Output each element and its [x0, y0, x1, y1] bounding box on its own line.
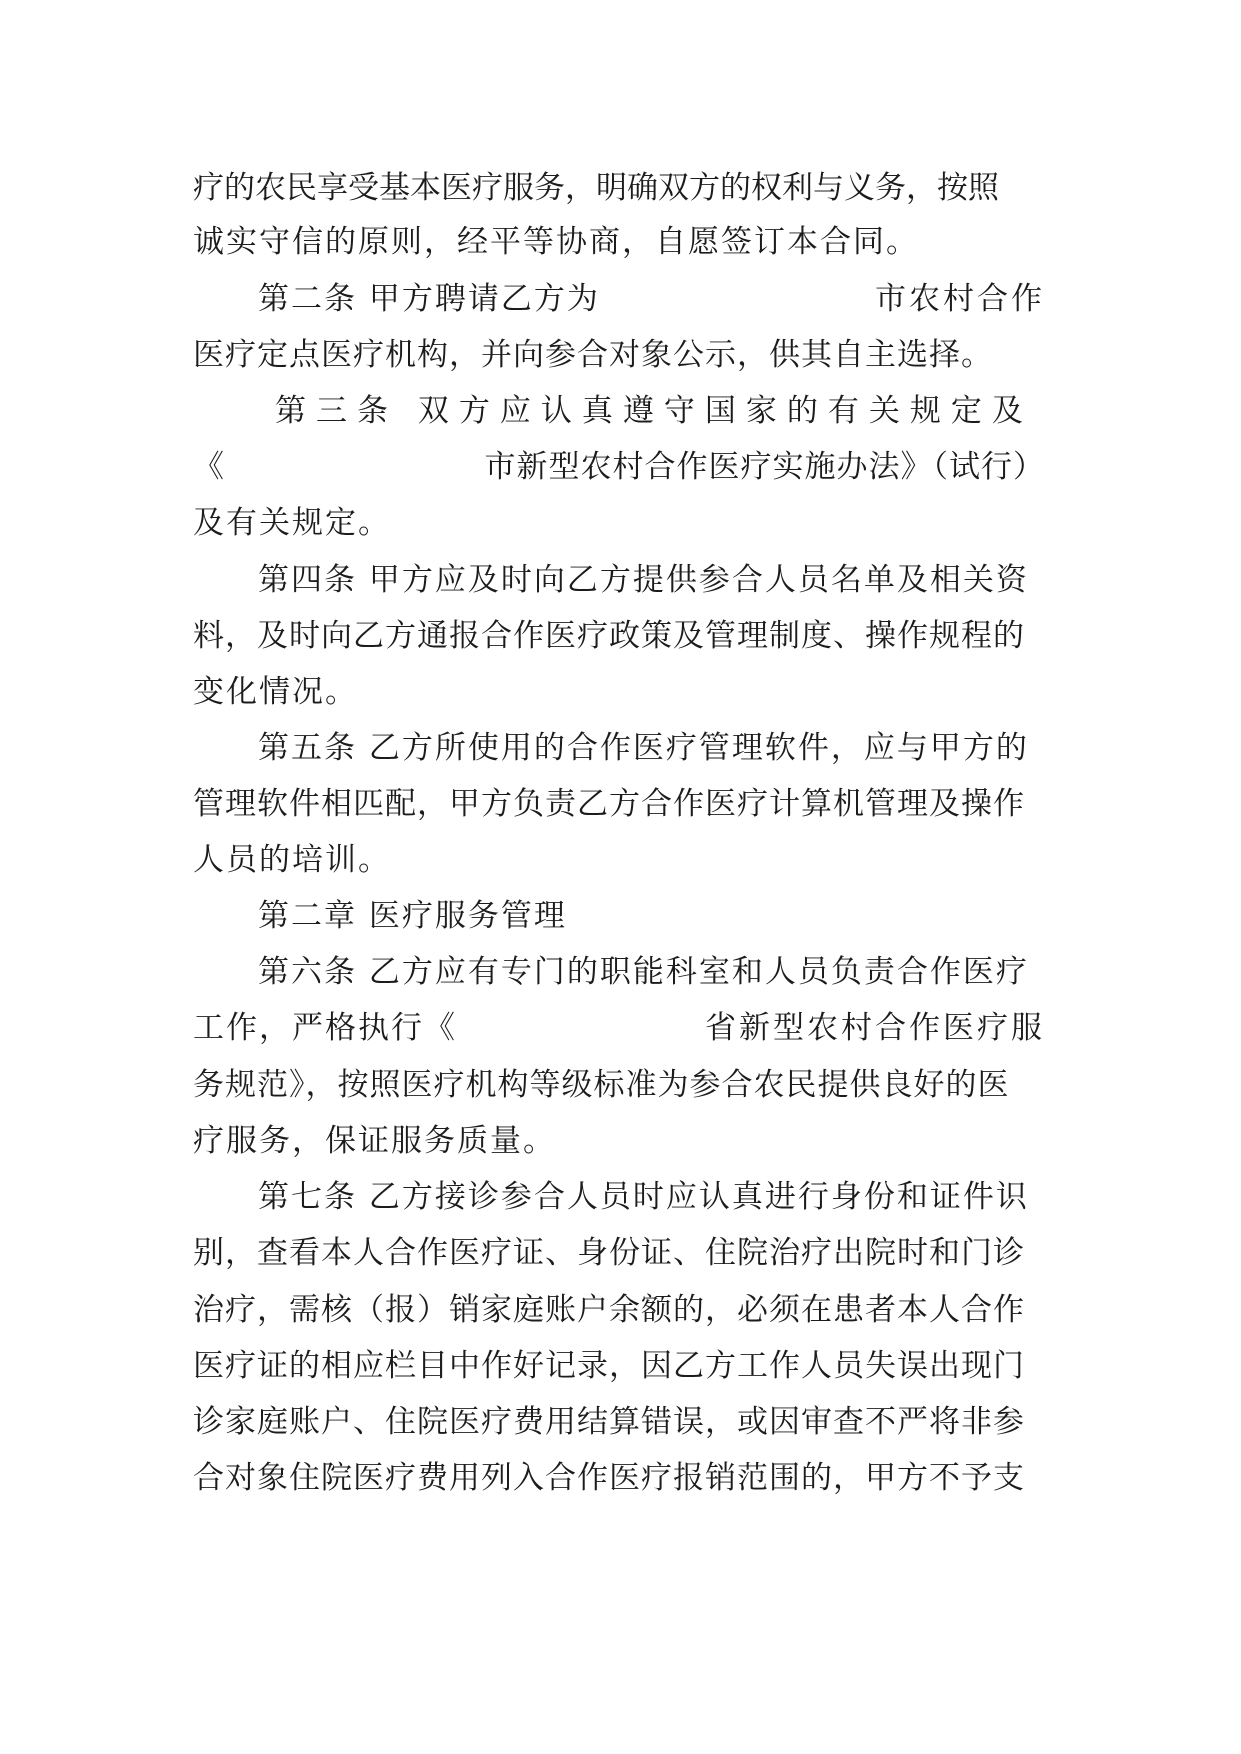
paragraph-line [193, 335, 1045, 375]
text-line: 合对象住院医疗费用列入合作医疗报销范围的，甲方不予支 [193, 1460, 1025, 1496]
paragraph-line [193, 1065, 1045, 1105]
article-2-line [258, 279, 1045, 319]
text-line: 及有关规定。 [193, 505, 391, 541]
paragraph-line [193, 1458, 1045, 1498]
paragraph-line [193, 1402, 1045, 1442]
article-6-line [258, 952, 1045, 992]
text-line: 第七条 乙方接诊参合人员时应认真进行身份和证件识 [258, 1179, 1029, 1215]
chapter-heading [258, 896, 1045, 936]
text-line: 别，查看本人合作医疗证、身份证、住院治疗出院时和门诊 [193, 1235, 1025, 1271]
text-line: 第二条 甲方聘请乙方为 [258, 281, 600, 317]
text-line: 工作，严格执行《 [193, 1010, 457, 1046]
article-5-line [258, 728, 1045, 768]
paragraph-line [193, 1346, 1045, 1386]
text-line: 管理软件相匹配，甲方负责乙方合作医疗计算机管理及操作 [193, 786, 1025, 822]
text-line: 第四条 甲方应及时向乙方提供参合人员名单及相关资 [258, 562, 1029, 598]
text-line: 料，及时向乙方通报合作医疗政策及管理制度、操作规程的 [193, 618, 1025, 654]
text-line: 第三条 双方应认真遵守国家的有关规定及 [275, 393, 1033, 429]
text-line: 《 [193, 449, 224, 485]
article-4-line [258, 560, 1045, 600]
paragraph-line [193, 1008, 1045, 1048]
paragraph-line [193, 222, 1045, 262]
text-line: 第五条 乙方所使用的合作医疗管理软件，应与甲方的 [258, 730, 1029, 766]
text-line: 疗服务，保证服务质量。 [193, 1123, 556, 1159]
text-line: 疗的农民享受基本医疗服务，明确双方的权利与义务，按照 [193, 170, 999, 206]
paragraph-line [193, 168, 1045, 208]
paragraph-line [193, 840, 1045, 880]
paragraph-line [193, 447, 1045, 487]
text-line: 市新型农村合作医疗实施办法》（试行） [484, 449, 1045, 485]
text-line: 医疗定点医疗机构，并向参合对象公示，供其自主选择。 [193, 337, 993, 373]
text-line: 人员的培训。 [193, 842, 391, 878]
text-line: 第六条 乙方应有专门的职能科室和人员负责合作医疗 [258, 954, 1029, 990]
text-line: 诚实守信的原则，经平等协商，自愿签订本合同。 [193, 224, 919, 260]
paragraph-line [193, 784, 1045, 824]
text-line: 诊家庭账户、住院医疗费用结算错误，或因审查不严将非参 [193, 1404, 1025, 1440]
paragraph-line [193, 616, 1045, 656]
paragraph-line [193, 503, 1045, 543]
paragraph-line [193, 672, 1045, 712]
paragraph-line [193, 1233, 1045, 1273]
text-line: 医疗证的相应栏目中作好记录，因乙方工作人员失误出现门 [193, 1348, 1025, 1384]
paragraph-line [193, 1121, 1045, 1161]
paragraph-line [193, 1290, 1045, 1330]
text-line: 市农村合作 [875, 281, 1045, 317]
text-line: 第二章 医疗服务管理 [258, 898, 567, 934]
text-line: 务规范》，按照医疗机构等级标准为参合农民提供良好的医 [193, 1067, 1010, 1103]
text-line: 变化情况。 [193, 674, 358, 710]
text-line: 治疗，需核（报）销家庭账户余额的，必须在患者本人合作 [193, 1292, 1025, 1328]
article-3-line [275, 391, 1045, 431]
text-line: 省新型农村合作医疗服 [705, 1010, 1045, 1046]
article-7-line [258, 1177, 1045, 1217]
